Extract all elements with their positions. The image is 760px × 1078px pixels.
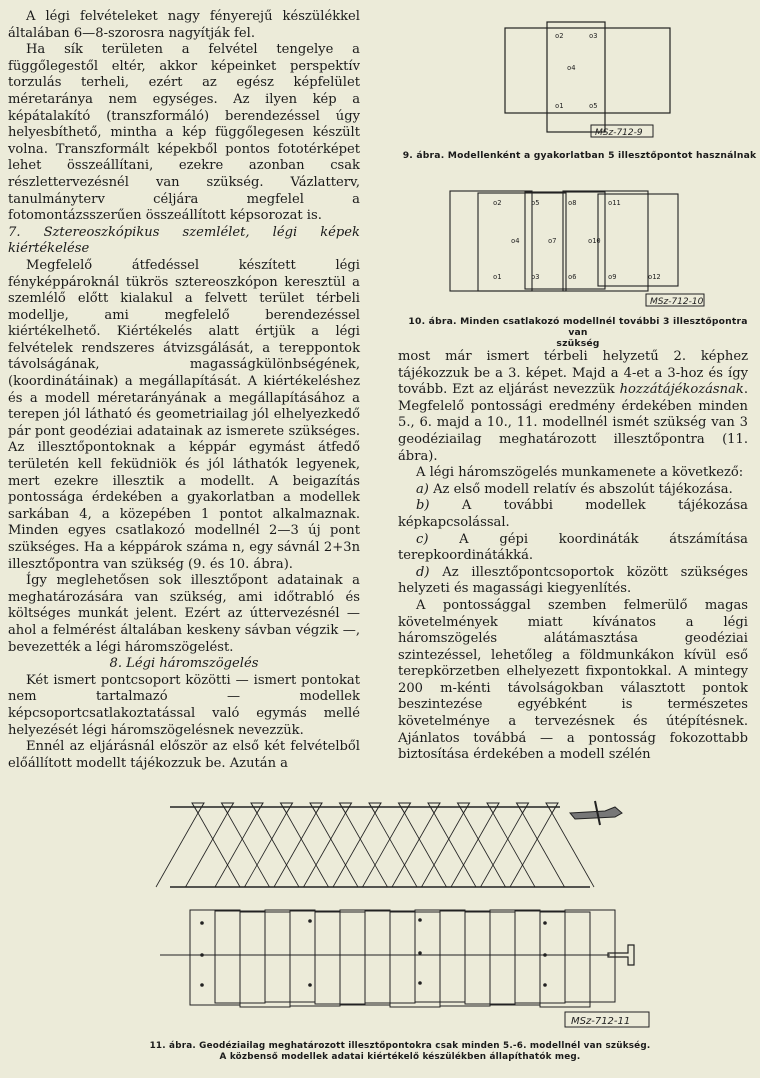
italic-term: hozzátájékozásnak bbox=[619, 382, 744, 398]
camera-icon bbox=[369, 803, 381, 813]
point-label: o11 bbox=[608, 199, 621, 207]
paragraph: Ha sík területen a felvétel tengelye a függőlegestől eltér, akkor képeinket perspektív torzulás terheli, ezért az egész képfelület méretaránya nem egységes. Az ilyen kép a képátalakító (transzformáló) berendezéssel úgy helyesbíthető, mintha a kép függőlegesen készült volna. Transzformált képekből pontos fototérképet lehet összeállítani, ezekre azonban csak részlettervezésnél van szükség. Vázlatterv, tanulmányterv céljára megfelel a fotomontázsszerűen összeállított képsorozat is. bbox=[8, 42, 360, 224]
caption-line: A közbenső modellek adatai kiértékelő készülékben állapíthatók meg. bbox=[219, 1052, 581, 1062]
point-label: o1 bbox=[555, 102, 564, 110]
figure-10-caption bbox=[398, 316, 758, 349]
list-item bbox=[398, 498, 748, 531]
camera-icon bbox=[428, 803, 440, 813]
camera-icon bbox=[192, 803, 204, 813]
list-letter: d) bbox=[416, 564, 430, 580]
camera-icon bbox=[487, 803, 499, 813]
control-point bbox=[543, 953, 547, 957]
flight-line bbox=[156, 803, 594, 887]
left-column bbox=[8, 9, 360, 772]
figure-9-caption: 9. ábra. Modellenként a gyakorlatban 5 illesztőpontot használnak bbox=[402, 150, 757, 161]
figure-11-diagram bbox=[160, 795, 660, 1035]
point-label: o6 bbox=[568, 273, 577, 281]
list-text: Az illesztőpontcsoportok között szükséges helyzeti és magassági kiegyenlítés. bbox=[398, 564, 748, 597]
point-label: o3 bbox=[589, 32, 598, 40]
camera-icon bbox=[546, 803, 558, 813]
point-label: o4 bbox=[567, 64, 576, 72]
point-label: o5 bbox=[531, 199, 540, 207]
point-label: o8 bbox=[568, 199, 577, 207]
list-item bbox=[398, 482, 748, 499]
paragraph: Ennél az eljárásnál először az első két felvételből előállított modellt tájékozzuk be. Azután a bbox=[8, 739, 360, 771]
camera-icon bbox=[281, 803, 293, 813]
airplane-icon bbox=[608, 945, 634, 965]
control-point bbox=[308, 983, 312, 987]
caption-line: 11. ábra. Geodéziailag meghatározott illesztőpontokra csak minden 5.-6. modellnél van szükség. bbox=[149, 1041, 651, 1051]
list-text: Az első modell relatív és abszolút tájékozása. bbox=[428, 481, 733, 497]
control-point bbox=[543, 921, 547, 925]
figure-9-diagram bbox=[505, 20, 675, 140]
camera-icon bbox=[399, 803, 411, 813]
point-label: o3 bbox=[531, 273, 540, 281]
figure-10-diagram bbox=[450, 188, 710, 313]
photo-strip bbox=[160, 910, 615, 1007]
figure-stamp: MSz-712-9 bbox=[595, 128, 643, 138]
point-label: o12 bbox=[648, 273, 661, 281]
figure-stamp: MSz-712-11 bbox=[571, 1016, 631, 1027]
camera-icon bbox=[222, 803, 234, 813]
text-run: . Megfelelő pontossági eredmény érdekében minden 5., 6. majd a 10., 11. modellnél ismét szükség van 3 geodéziailag meghatározott illesztőpontra (11. ábra). bbox=[398, 382, 748, 464]
list-item bbox=[398, 532, 748, 565]
list-item bbox=[398, 565, 748, 598]
control-point bbox=[418, 981, 422, 985]
point-label: o7 bbox=[548, 237, 557, 245]
photo-frame bbox=[450, 191, 532, 291]
point-label: o2 bbox=[493, 199, 502, 207]
control-point bbox=[200, 921, 204, 925]
camera-icon bbox=[310, 803, 322, 813]
paragraph: A pontossággal szemben felmerülő magas követelmények miatt kívánatos a légi háromszögelés alátámasztása geodéziai szintezéssel, lehetőleg a földmunkákon kívül eső terepkörzetben elhelyezett fixpontokkal. A mintegy 200 m-kénti távolságokban választott pontok beszintezése egyébként is természetes követelménye a tervezésnek és útépítésnek. Ajánlatos továbbá — a pontosság fokozottabb biztosítása érdekében a modell szélén bbox=[398, 597, 748, 763]
right-column bbox=[398, 349, 748, 764]
list-letter: a) bbox=[416, 481, 429, 497]
control-point bbox=[308, 919, 312, 923]
control-point bbox=[418, 918, 422, 922]
paragraph: Két ismert pontcsoport közötti — ismert pontokat nem tartalmazó — modellek képcsoportcsatlakoztatással való egymás mellé helyezését légi háromszögelésnek nevezzük. bbox=[8, 672, 360, 738]
figure-11-caption bbox=[120, 1041, 680, 1063]
paragraph: Így meglehetősen sok illesztőpont adatainak a meghatározására van szükség, ami időtrabló és költséges munkát jelent. Ezért az úttervezésnél — ahol a felmérést általában keskeny sávban végzik —, bevezették a légi háromszögelést. bbox=[8, 573, 360, 655]
paragraph: Megfelelő átfedéssel készített légi fényképpároknál tükrös sztereoszkópon keresztül a szemlélő előtt kialakul a felvett terület térbeli modellje, ami megfelelő berendezéssel kiértékelhető. Kiértékelés alatt értjük a légi felvételek rendszeres átvizsgálását, a tereppontok távolságának, magasságkülönbségének, (koordinátáinak) a megállapítását. A kiértékeléshez és a modell méretarányának a megállapításához a terepen jól látható és geometriailag jól elhelyezkedő pár pont geodéziai adatainak az ismerete szükséges. Az illesztőpontoknak a képpár egymást átfedő területén kell feküdniök és jól láthatók legyenek, mert ezekre illesztik a modellt. A beigazítás pontossága érdekében a gyakorlatban a modellek sarkában 4, a közepében 1 pontot alkalmaznak. Minden egyes csatlakozó modellnél 2—3 új pont szükséges. Ha a képpárok száma n, egy sávnál 2+3n illesztőpontra van szükség (9. és 10. ábra). bbox=[8, 257, 360, 572]
figure-stamp: MSz-712-10 bbox=[650, 297, 704, 307]
camera-icon bbox=[251, 803, 263, 813]
camera-icon bbox=[458, 803, 470, 813]
paragraph: A légi felvételeket nagy fényerejű készülékkel általában 6—8-szorosra nagyítják fel. bbox=[8, 9, 360, 41]
point-label: o5 bbox=[589, 102, 598, 110]
section-heading-7: 7. Sztereoszkópikus szemlélet, légi képek kiértékelése bbox=[8, 224, 360, 257]
list-text: A további modellek tájékozása képkapcsolással. bbox=[398, 498, 748, 530]
paragraph: A légi háromszögelés munkamenete a következő: bbox=[416, 465, 744, 481]
point-label: o10 bbox=[588, 237, 601, 245]
paragraph bbox=[398, 349, 748, 465]
list-letter: b) bbox=[416, 498, 430, 514]
caption-line: 10. ábra. Minden csatlakozó modellnél további 3 illesztőpontra van bbox=[408, 316, 748, 338]
point-label: o2 bbox=[555, 32, 564, 40]
control-point bbox=[200, 983, 204, 987]
point-label: o4 bbox=[511, 237, 520, 245]
caption-line: szükség bbox=[556, 338, 600, 349]
point-label: o9 bbox=[608, 273, 617, 281]
camera-icon bbox=[517, 803, 529, 813]
camera-icon bbox=[340, 803, 352, 813]
control-point bbox=[200, 953, 204, 957]
list-letter: c) bbox=[416, 531, 429, 547]
control-point bbox=[418, 951, 422, 955]
photo-frame bbox=[505, 28, 670, 113]
text-run: most már ismert térbeli helyzetű 2. képhez tájékozzuk be a 3. képet. Majd a 4-et a 3-hoz és így tovább. Ezt az eljárást nevezzük bbox=[398, 349, 748, 398]
list-text: A gépi koordináták átszámítása terepkoordinátákká. bbox=[398, 531, 748, 564]
control-point bbox=[543, 983, 547, 987]
point-label: o1 bbox=[493, 273, 502, 281]
section-heading-8: 8. Légi háromszögelés bbox=[109, 656, 259, 672]
airplane-icon bbox=[570, 801, 622, 825]
